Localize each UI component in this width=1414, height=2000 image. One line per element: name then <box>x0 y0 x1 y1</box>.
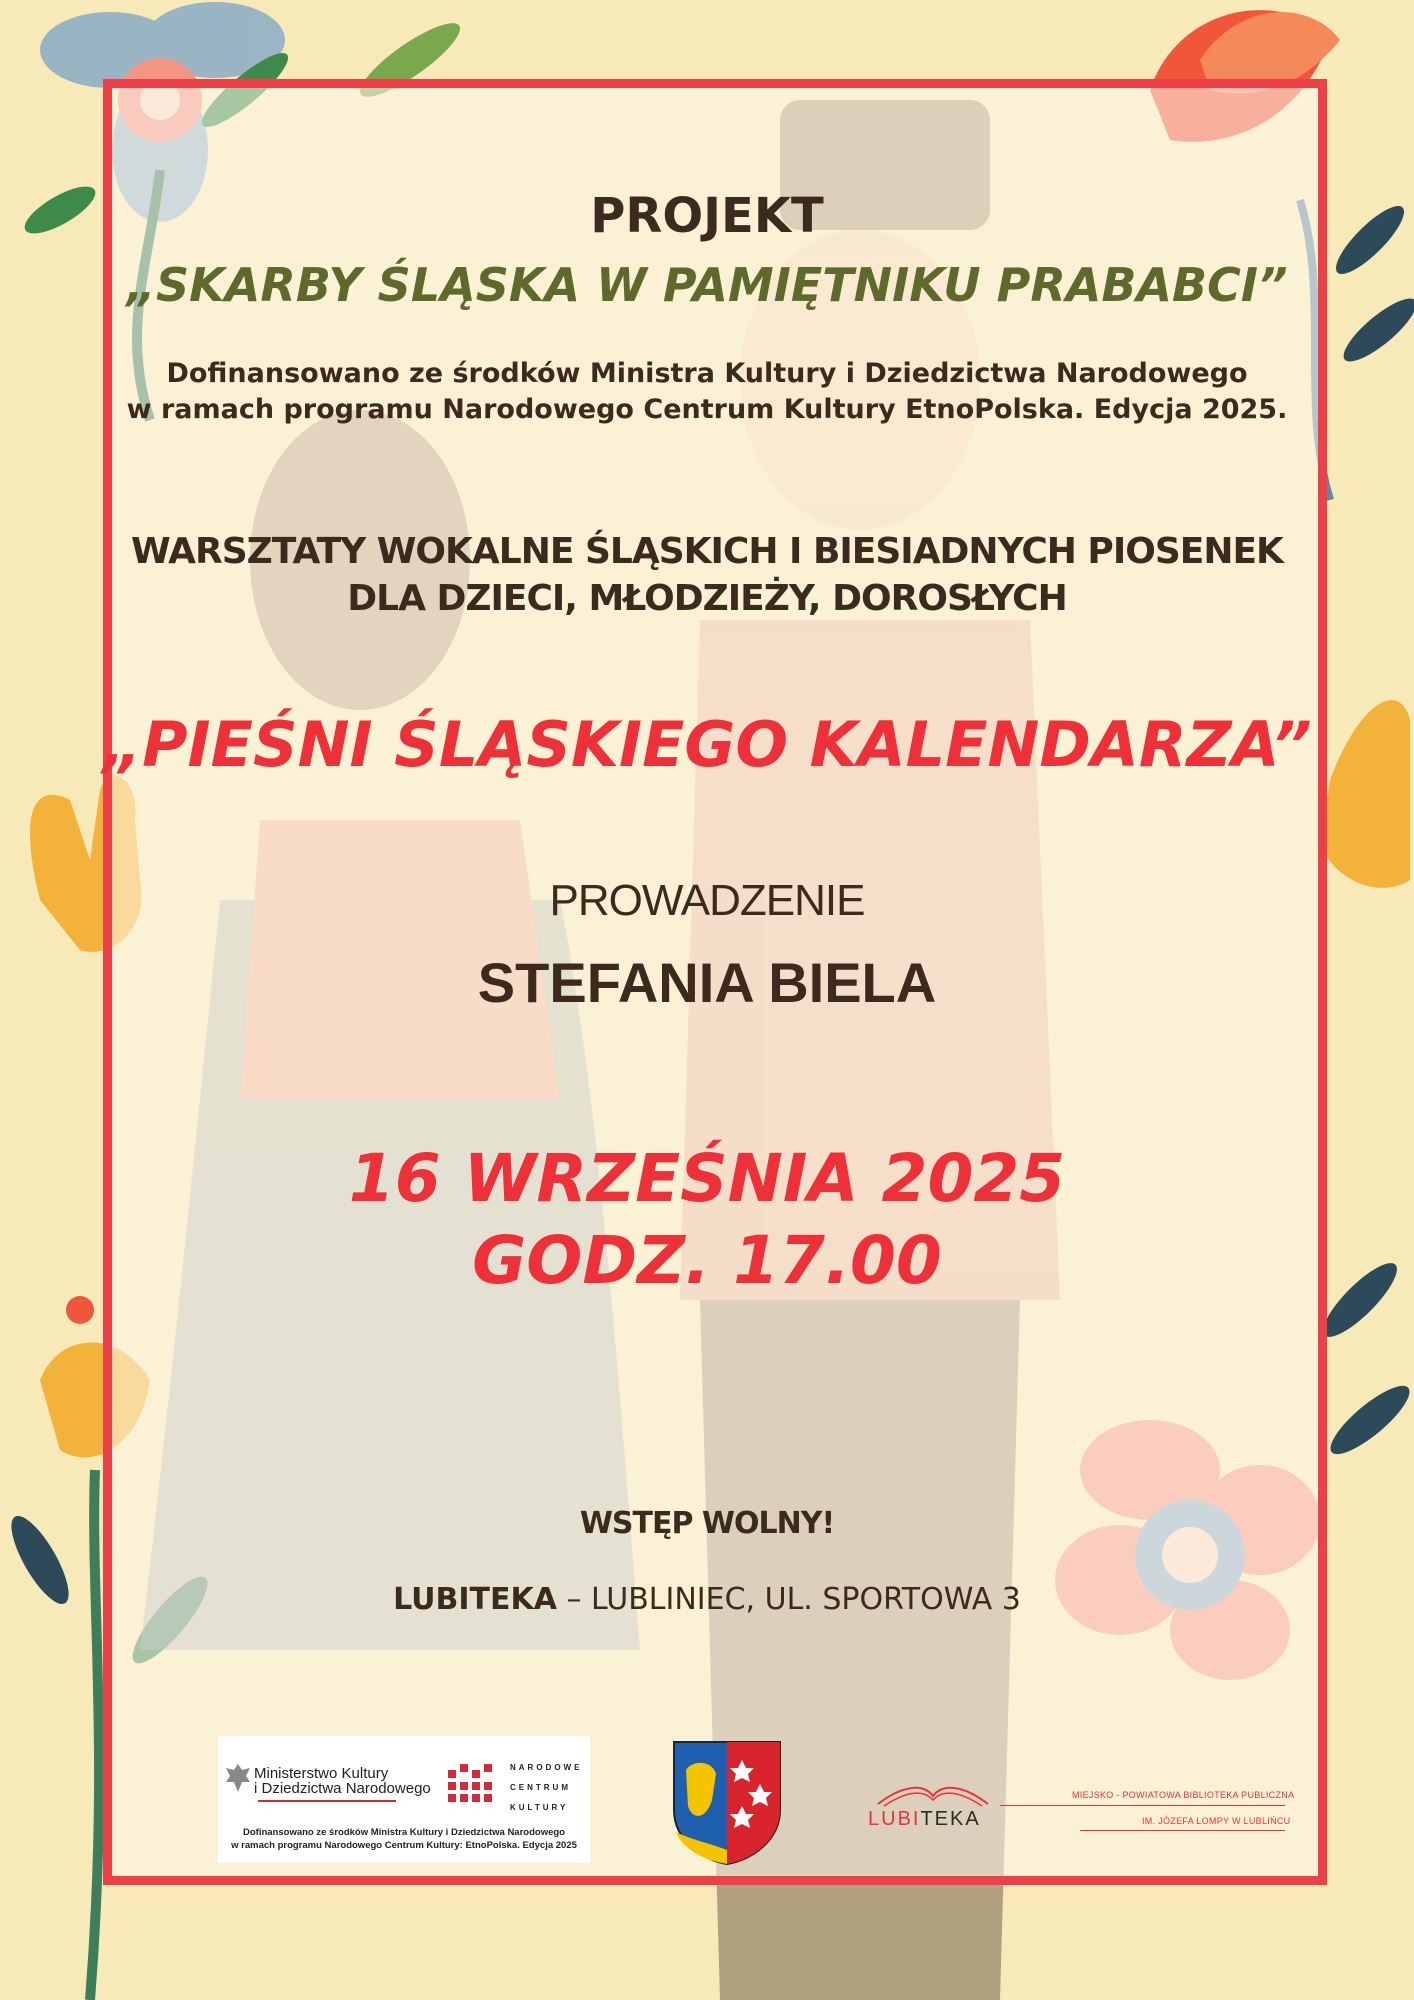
logo-funding-line-2: w ramach programu Narodowego Centrum Kultury: EtnoPolska. Edycja 2025 <box>231 1840 577 1851</box>
funding-note <box>0 356 1414 428</box>
sponsor-logo-box <box>218 1736 590 1863</box>
lubiteka-logo-dark: TEKA <box>920 1808 981 1830</box>
workshop-line-2: DLA DZIECI, MŁODZIEŻY, DOROSŁYCH <box>347 578 1067 619</box>
library-divider-2 <box>1080 1830 1285 1831</box>
event-date: 16 WRZEŚNIA 2025 <box>348 1140 1066 1217</box>
project-title: „SKARBY ŚLĄSKA W PAMIĘTNIKU PRABABCI” <box>126 258 1288 312</box>
logo-funding-line-1: Dofinansowano ze środków Ministra Kultury i Dziedzictwa Narodowego <box>243 1827 565 1838</box>
venue-name: LUBITEKA <box>393 1582 557 1617</box>
project-label: PROJEKT <box>590 188 824 244</box>
ministry-line-1: Ministerstwo Kultury <box>254 1765 389 1782</box>
ministry-line-2: i Dziedzictwa Narodowego <box>254 1780 431 1797</box>
lubiteka-logo-red: LUBI <box>868 1808 921 1830</box>
library-name-line-1: MIEJSKO - POWIATOWA BIBLIOTEKA PUBLICZNA <box>1072 1790 1295 1800</box>
workshop-title: „PIEŚNI ŚLĄSKIEGO KALENDARZA” <box>102 708 1312 781</box>
venue-street: – LUBLINIEC, UL. SPORTOWA 3 <box>556 1582 1021 1617</box>
library-name-line-2: IM. JÓZEFA LOMPY W LUBLIŃCU <box>1142 1816 1291 1826</box>
workshop-line-1: WARSZTATY WOKALNE ŚLĄSKICH I BIESIADNYCH PIOSENEK <box>131 531 1283 572</box>
host-name: STEFANIA BIELA <box>477 951 937 1014</box>
open-book-icon <box>874 1776 992 1808</box>
polish-eagle-icon <box>224 1760 252 1796</box>
funding-line-2: w ramach programu Narodowego Centrum Kultury EtnoPolska. Edycja 2025. <box>126 394 1288 425</box>
workshop-description <box>0 528 1414 622</box>
event-time: GODZ. 17.00 <box>472 1222 942 1299</box>
venue-address <box>0 1582 1414 1617</box>
event-datetime <box>0 1138 1414 1302</box>
logo-funding-note <box>218 1826 590 1852</box>
lubliniec-crest-icon <box>672 1740 782 1866</box>
admission-note: WSTĘP WOLNY! <box>579 1506 835 1541</box>
funding-line-1: Dofinansowano ze środków Ministra Kultury i Dziedzictwa Narodowego <box>166 358 1248 389</box>
host-label: PROWADZENIE <box>549 876 865 925</box>
nck-line-1: NARODOWE <box>510 1763 583 1772</box>
library-divider <box>1000 1805 1285 1806</box>
nck-line-2: CENTRUM <box>510 1783 571 1792</box>
nck-logo-icon <box>448 1764 492 1808</box>
nck-line-3: KULTURY <box>510 1803 569 1812</box>
lubiteka-logo <box>868 1808 981 1831</box>
ministry-underline <box>258 1800 396 1802</box>
nck-name <box>510 1758 582 1818</box>
ministry-name <box>254 1766 431 1796</box>
